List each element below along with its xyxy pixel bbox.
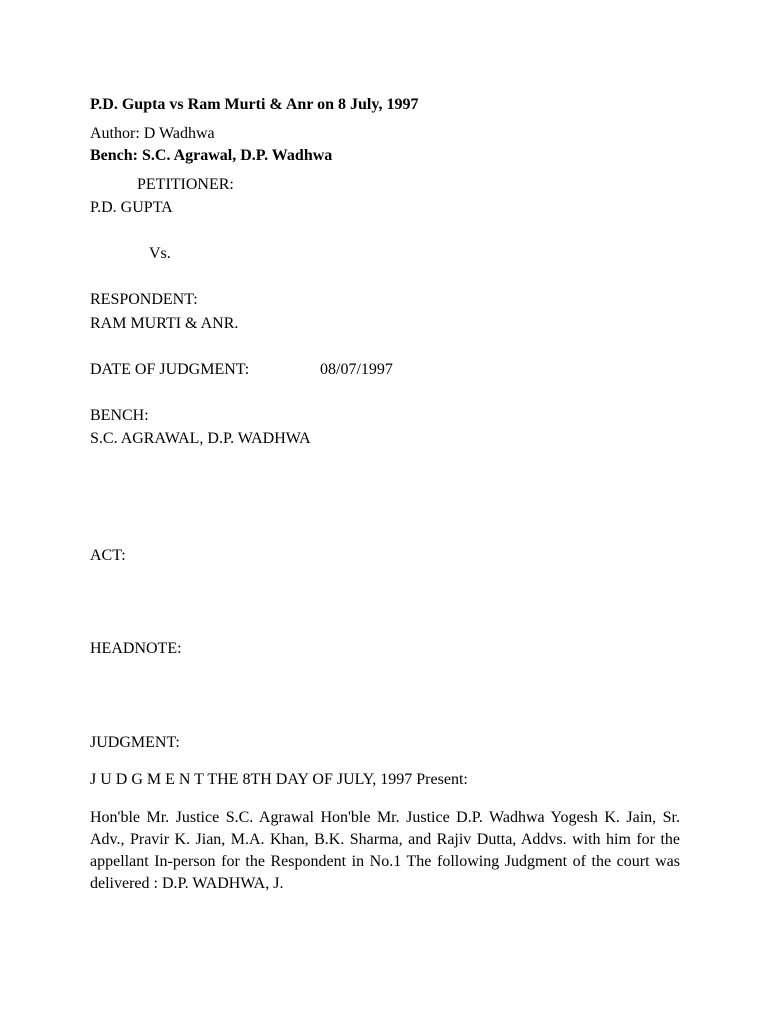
bench-label: BENCH:	[90, 407, 149, 424]
bench-names: S.C. AGRAWAL, D.P. WADHWA	[90, 430, 311, 447]
petitioner-name: P.D. GUPTA	[90, 199, 173, 216]
respondent-label: RESPONDENT:	[90, 291, 198, 308]
respondent-name: RAM MURTI & ANR.	[90, 315, 239, 332]
versus-text: Vs.	[149, 245, 171, 262]
document-title: P.D. Gupta vs Ram Murti & Anr on 8 July, 1997	[90, 96, 419, 113]
petitioner-label: PETITIONER:	[137, 176, 234, 193]
headnote-label: HEADNOTE:	[90, 640, 182, 657]
date-of-judgment-label: DATE OF JUDGMENT:	[90, 361, 250, 378]
judgment-heading: J U D G M E N T THE 8TH DAY OF JULY, 1997 Present:	[90, 771, 468, 788]
judgment-label: JUDGMENT:	[90, 734, 180, 751]
act-label: ACT:	[90, 547, 126, 564]
author-line: Author: D Wadhwa	[90, 125, 215, 142]
date-of-judgment-value: 08/07/1997	[320, 361, 393, 378]
judgment-body: Hon'ble Mr. Justice S.C. Agrawal Hon'ble Mr. Justice D.P. Wadhwa Yogesh K. Jain, Sr. Adv., Pravir K. Jian, M.A. Khan, B.K. Sharma, and Rajiv Dutta, Addvs. with him for the appellant In-person for the Respondent in No.1 The following Judgment of the court was delivered : D.P. WADHWA, J.	[90, 809, 680, 892]
bench-line: Bench: S.C. Agrawal, D.P. Wadhwa	[90, 147, 333, 164]
